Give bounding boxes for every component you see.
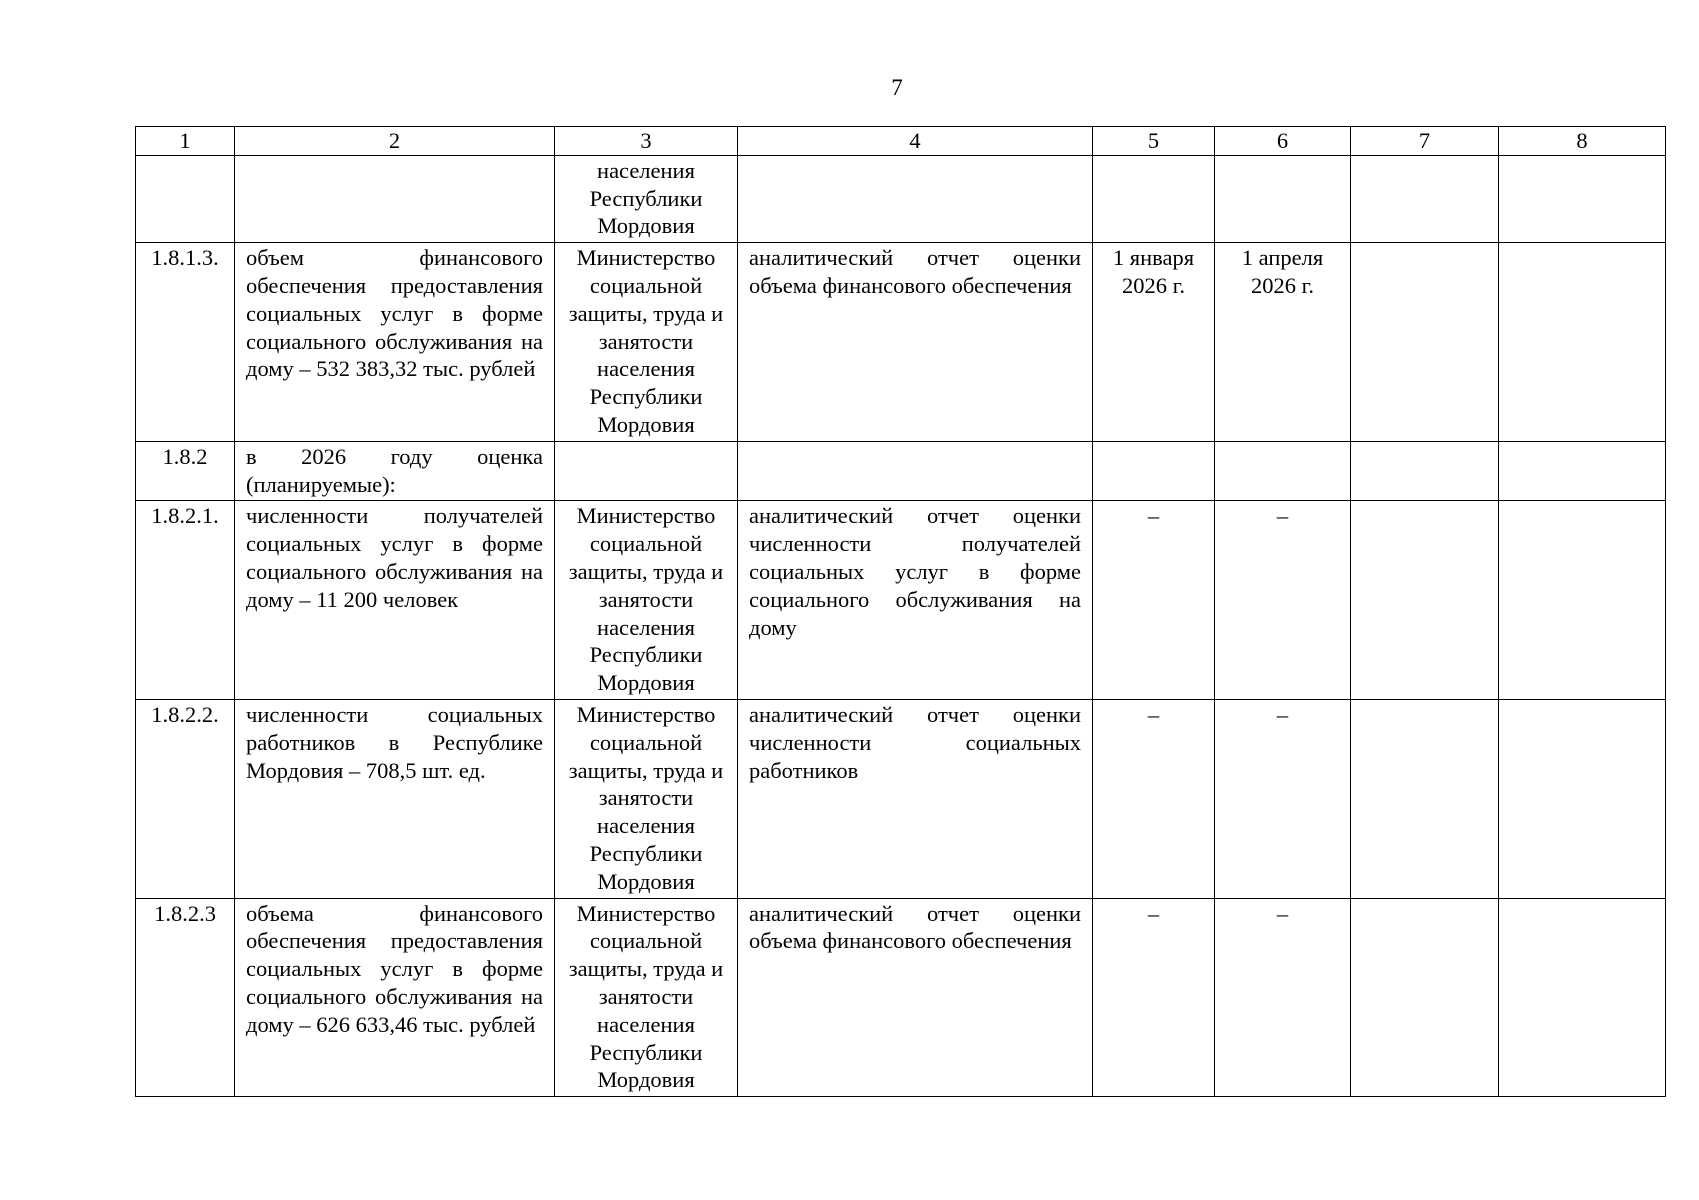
table-header-row <box>136 127 1666 156</box>
indicator-cell: объем финансового обеспечения предоставления социальных услуг в форме социального обслуживания на дому – 532 383,32 тыс. рублей <box>235 243 555 442</box>
end-date-cell: – <box>1215 898 1351 1097</box>
executor-cell: Министерство социальной защиты, труда и занятости населения Республики Мордовия <box>555 898 738 1097</box>
end-date-cell <box>1215 155 1351 242</box>
col8-cell <box>1499 501 1666 700</box>
start-date-cell: 1 января 2026 г. <box>1093 243 1215 442</box>
header-col-1: 1 <box>136 127 235 156</box>
start-date-cell: – <box>1093 898 1215 1097</box>
indicator-cell: объема финансового обеспечения предоставления социальных услуг в форме социального обслуживания на дому – 626 633,46 тыс. рублей <box>235 898 555 1097</box>
row-number: 1.8.2.2. <box>136 699 235 898</box>
result-cell: аналитический отчет оценки численности получателей социальных услуг в форме социального обслуживания на дому <box>738 501 1093 700</box>
result-cell: аналитический отчет оценки объема финансового обеспечения <box>738 243 1093 442</box>
col8-cell <box>1499 699 1666 898</box>
table-row <box>136 898 1666 1097</box>
end-date-cell: 1 апреля 2026 г. <box>1215 243 1351 442</box>
col7-cell <box>1351 699 1499 898</box>
col7-cell <box>1351 501 1499 700</box>
plan-table <box>135 126 1666 1097</box>
result-cell: аналитический отчет оценки объема финансового обеспечения <box>738 898 1093 1097</box>
col7-cell <box>1351 155 1499 242</box>
table-row <box>136 155 1666 242</box>
indicator-cell: численности получателей социальных услуг в форме социального обслуживания на дому – 11 200 человек <box>235 501 555 700</box>
header-col-8: 8 <box>1499 127 1666 156</box>
col8-cell <box>1499 243 1666 442</box>
col8-cell <box>1499 155 1666 242</box>
executor-cell <box>555 441 738 501</box>
start-date-cell: – <box>1093 699 1215 898</box>
indicator-cell: численности социальных работников в Республике Мордовия – 708,5 шт. ед. <box>235 699 555 898</box>
header-col-3: 3 <box>555 127 738 156</box>
executor-cell: Министерство социальной защиты, труда и занятости населения Республики Мордовия <box>555 501 738 700</box>
table-row <box>136 441 1666 501</box>
start-date-cell <box>1093 441 1215 501</box>
row-number: 1.8.2 <box>136 441 235 501</box>
col8-cell <box>1499 898 1666 1097</box>
executor-cell: Министерство социальной защиты, труда и занятости населения Республики Мордовия <box>555 243 738 442</box>
end-date-cell: – <box>1215 501 1351 700</box>
table-row <box>136 501 1666 700</box>
header-col-4: 4 <box>738 127 1093 156</box>
col7-cell <box>1351 441 1499 501</box>
result-cell <box>738 441 1093 501</box>
result-cell: аналитический отчет оценки численности социальных работников <box>738 699 1093 898</box>
start-date-cell: – <box>1093 501 1215 700</box>
page-number: 7 <box>891 75 903 100</box>
table-row <box>136 699 1666 898</box>
executor-cell: Министерство социальной защиты, труда и занятости населения Республики Мордовия <box>555 699 738 898</box>
executor-cell: населения Республики Мордовия <box>555 155 738 242</box>
header-col-5: 5 <box>1093 127 1215 156</box>
col7-cell <box>1351 898 1499 1097</box>
indicator-cell: в 2026 году оценка (планируемые): <box>235 441 555 501</box>
row-number <box>136 155 235 242</box>
row-number: 1.8.1.3. <box>136 243 235 442</box>
indicator-cell <box>235 155 555 242</box>
table-row <box>136 243 1666 442</box>
end-date-cell: – <box>1215 699 1351 898</box>
start-date-cell <box>1093 155 1215 242</box>
header-col-7: 7 <box>1351 127 1499 156</box>
row-number: 1.8.2.1. <box>136 501 235 700</box>
col8-cell <box>1499 441 1666 501</box>
end-date-cell <box>1215 441 1351 501</box>
result-cell <box>738 155 1093 242</box>
col7-cell <box>1351 243 1499 442</box>
header-col-2: 2 <box>235 127 555 156</box>
row-number: 1.8.2.3 <box>136 898 235 1097</box>
header-col-6: 6 <box>1215 127 1351 156</box>
